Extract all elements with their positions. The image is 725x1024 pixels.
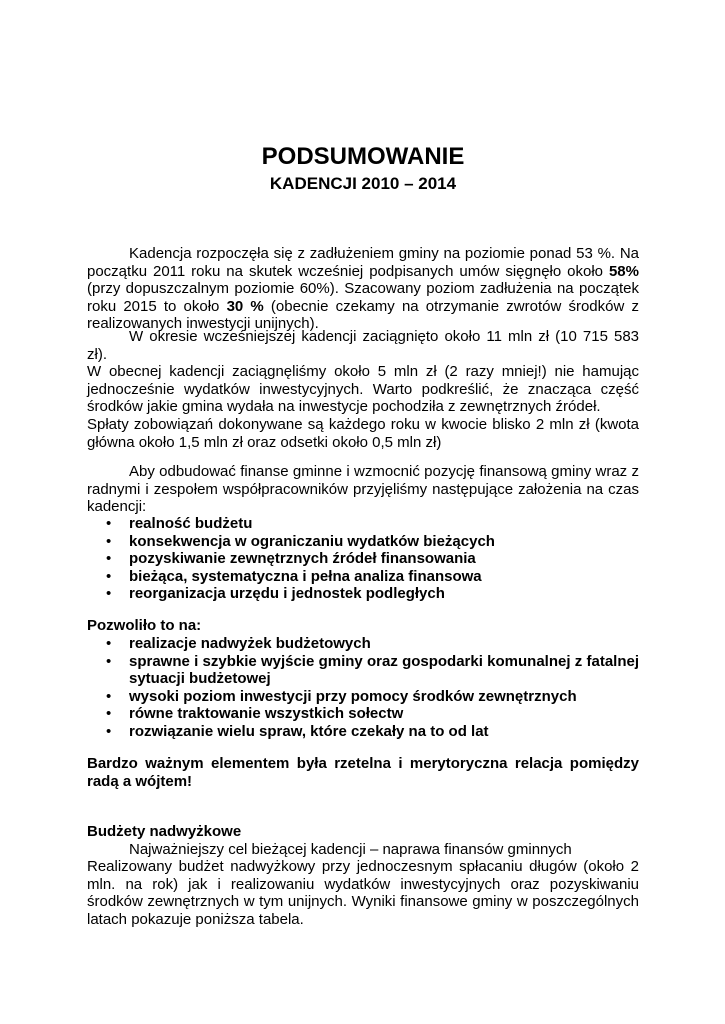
results-heading: Pozwoliło to na: [87,617,202,634]
debt-line-1: W okresie wcześniejszej kadencji zaciągnięto około 11 mln zł (10 715 583 zł). [87,328,639,363]
list-item: • realność budżetu [106,515,253,532]
assumptions-list [87,515,639,603]
debt-line-3: Spłaty zobowiązań dokonywane są każdego roku w kwocie blisko 2 mln zł (kwota główna około 1,5 mln zł oraz odsetki około 0,5 mln zł) [87,415,639,451]
relation-statement: Bardzo ważnym elementem była rzetelna i merytoryczna relacja pomiędzy radą a wójtem! [87,755,639,790]
list-item: • reorganizacja urzędu i jednostek podległych [106,585,445,603]
results-list [87,635,639,741]
list-item: • pozyskiwanie zewnętrznych źródeł finansowania [106,550,476,568]
bullet-icon: • [106,722,112,740]
assumptions-text: Aby odbudować finanse gminne i wzmocnić pozycję finansową gminy wraz z radnymi i zespołem współpracowników przyjęliśmy następujące założenia na czas kadencji: [87,463,639,516]
list-item: • wysoki poziom inwestycji przy pomocy środków zewnętrznych [106,687,577,705]
intro-bold-1: 58% [608,262,639,280]
bullet-icon: • [106,687,112,705]
bullet-icon: • [106,705,112,723]
bullet-icon: • [106,635,112,652]
intro-text-3: (obecnie czekamy na otrzymanie zwrotów środków z realizowanych inwestycji unijnych). [87,297,639,333]
intro-text-2: (przy dopuszczalnym poziomie 60%). Szacowany poziom zadłużenia na początek roku 2015 to około [87,280,639,315]
list-item: • realizacje nadwyżek budżetowych [106,635,371,652]
debt-line-2: W obecnej kadencji zaciągnęliśmy około 5 mln zł (2 razy mniej!) nie hamując jednocześnie wydatków inwestycyjnych. Warto podkreślić, że znacząca część środków jakie gmina wydała na inwestycje pochodziła z zewnętrznych źródeł. [87,363,639,416]
bullet-icon: • [106,532,112,550]
intro-bold-2: 30 % [226,297,264,315]
list-item: • równe traktowanie wszystkich sołectw [106,705,404,723]
bullet-icon: • [106,550,112,568]
intro-text-1: Kadencja rozpoczęła się z zadłużeniem gminy na poziomie ponad 53 %. Na początku 2011 roku na skutek wcześniej podpisanych umów sięgnęło około [87,245,639,280]
bullet-icon: • [106,567,112,585]
intro-paragraph [87,245,639,333]
page-title: PODSUMOWANIE [261,143,465,170]
list-item: • bieżąca, systematyczna i pełna analiza finansowa [106,567,482,585]
surplus-line-2: Realizowany budżet nadwyżkowy przy jednoczesnym spłacaniu długów (około 2 mln. na rok) jak i realizowaniu wydatków inwestycyjnych oraz pozyskiwaniu środków zewnętrznych w tym unijnych. Wyniki finansowe gminy w poszczególnych latach pokazuje poniższa tabela. [87,858,639,928]
surplus-line-1: Najważniejszy cel bieżącej kadencji – naprawa finansów gminnych [129,840,572,858]
list-item: • konsekwencja w ograniczaniu wydatków bieżących [106,532,495,550]
list-item: • sprawne i szybkie wyjście gminy oraz gospodarki komunalnej z fatalnej sytuacji budżetowej [106,652,639,688]
assumptions-paragraph [87,463,639,516]
bullet-icon: • [106,652,112,670]
page-subtitle: KADENCJI 2010 – 2014 [269,174,457,193]
bullet-icon: • [106,515,112,532]
debt-paragraph [87,328,639,451]
list-item: • rozwiązanie wielu spraw, które czekały na to od lat [106,722,489,740]
surplus-section [87,823,639,929]
bullet-icon: • [106,585,112,603]
surplus-heading: Budżety nadwyżkowe [87,823,242,840]
